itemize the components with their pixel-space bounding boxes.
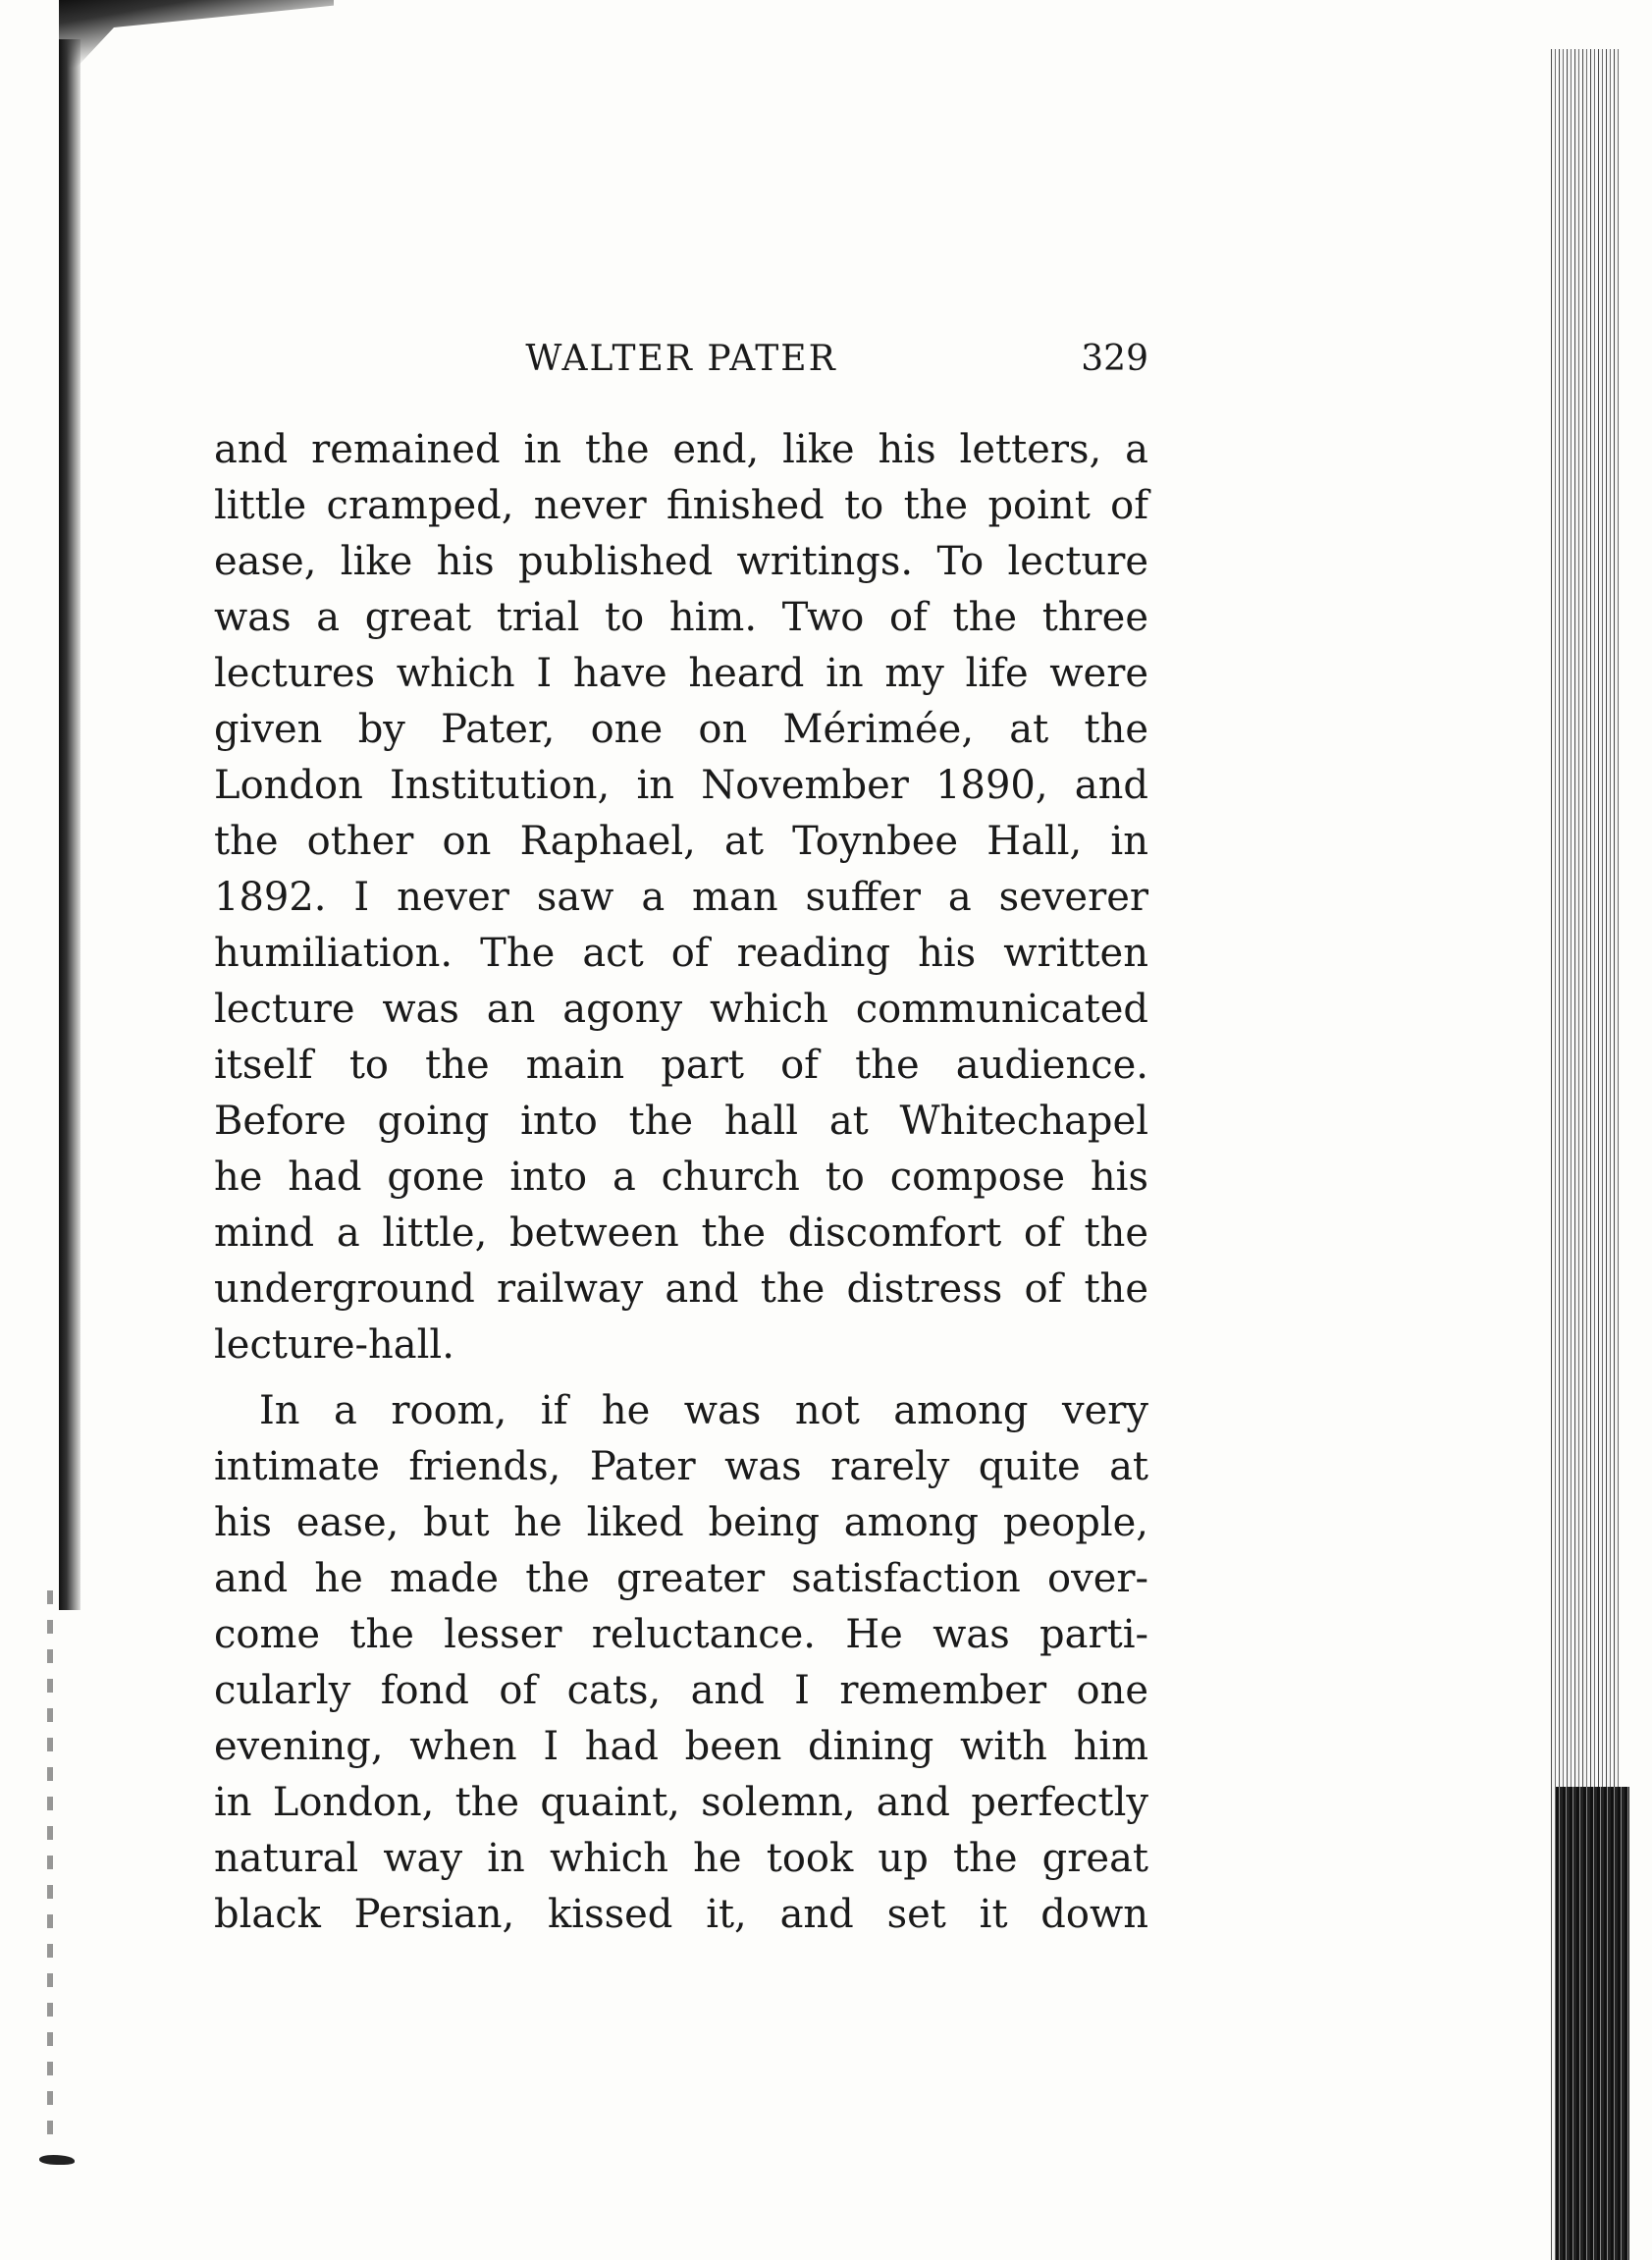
text-line: the other on Raphael, at Toynbee Hall, in (214, 819, 1148, 864)
body-text (214, 422, 1148, 1943)
text-line: cularly fond of cats, and I remember one (214, 1668, 1148, 1713)
text-line: black Persian, kissed it, and set it down (214, 1892, 1148, 1937)
text-line: London Institution, in November 1890, and (214, 763, 1148, 808)
text-line: mind a little, between the discomfort of the (214, 1211, 1148, 1256)
text-line: underground railway and the distress of the (214, 1266, 1148, 1312)
text-line: Before going into the hall at Whitechapel (214, 1099, 1148, 1144)
running-header (214, 339, 1148, 388)
paragraph-1 (214, 422, 1148, 1373)
text-line: his ease, but he liked being among people, (214, 1500, 1148, 1545)
text-line: evening, when I had been dining with him (214, 1724, 1148, 1769)
text-line: intimate friends, Pater was rarely quite at (214, 1444, 1148, 1489)
paragraph-gap (214, 1373, 1148, 1383)
text-line: lecture-hall. (214, 1322, 454, 1368)
text-line: and remained in the end, like his letters, a (214, 427, 1148, 472)
binding-edge-lower (47, 1590, 53, 2140)
binding-shadow-top (59, 0, 334, 69)
text-line: he had gone into a church to compose his (214, 1155, 1148, 1200)
text-line: natural way in which he took up the great (214, 1836, 1148, 1881)
page-stack-edge-dark (1556, 1787, 1629, 2260)
text-line: humiliation. The act of reading his written (214, 931, 1148, 976)
page-number: 329 (1081, 339, 1148, 379)
paragraph-2 (214, 1383, 1148, 1943)
text-line: 1892. I never saw a man suffer a severer (214, 875, 1148, 920)
text-line: little cramped, never finished to the point of (214, 483, 1148, 528)
text-line: was a great trial to him. Two of the three (214, 595, 1148, 640)
text-line: In a room, if he was not among very (259, 1388, 1148, 1433)
text-line: lectures which I have heard in my life were (214, 651, 1148, 696)
text-line: given by Pater, one on Mérimée, at the (214, 707, 1148, 752)
binding-edge (59, 39, 80, 1610)
text-line: ease, like his published writings. To lecture (214, 539, 1148, 584)
text-line: in London, the quaint, solemn, and perfectly (214, 1780, 1148, 1825)
running-title: WALTER PATER (525, 339, 837, 379)
text-line: lecture was an agony which communicated (214, 987, 1148, 1032)
ink-smudge (39, 2155, 75, 2165)
text-line: come the lesser reluctance. He was parti- (214, 1612, 1148, 1657)
text-line: and he made the greater satisfaction over- (214, 1556, 1148, 1601)
text-line: itself to the main part of the audience. (214, 1043, 1148, 1088)
